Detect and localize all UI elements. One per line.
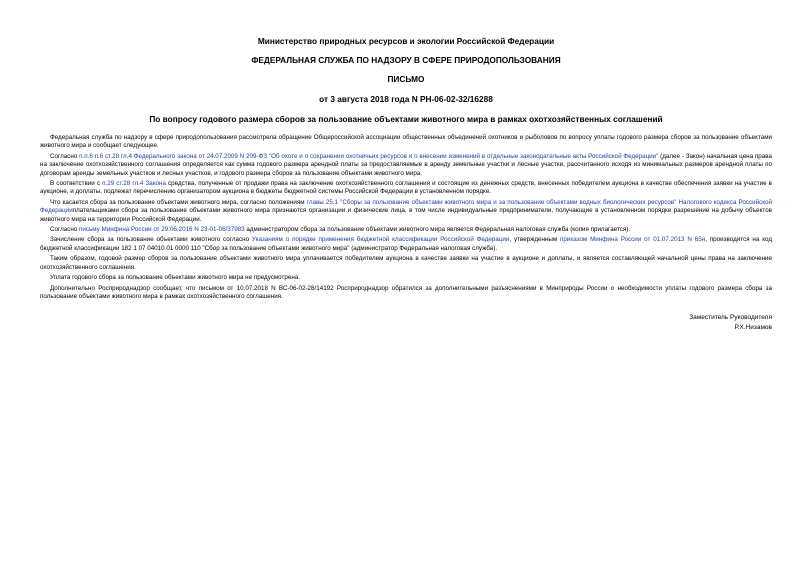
doc-type-heading: ПИСЬМО	[387, 74, 425, 84]
paragraph	[40, 199, 772, 224]
law-reference-link[interactable]: п.п.6 п.6 ст.28 гл.4 Федерального закона от 24.07.2009 N 209-ФЗ "Об охоте и о сохранении охотничьих ресурсов и о внесении изменений в отдельные законодательные акты Российской Федерации"	[79, 152, 659, 160]
paragraph	[40, 236, 772, 253]
paragraph-text: Зачисление сбора за пользование объектами животного согласно	[50, 236, 252, 244]
paragraph	[40, 274, 772, 282]
paragraph	[40, 255, 772, 272]
service-heading: ФЕДЕРАЛЬНАЯ СЛУЖБА ПО НАДЗОРУ В СФЕРЕ ПРИРОДОПОЛЬЗОВАНИЯ	[251, 55, 561, 65]
paragraph-text: В соответствии с	[50, 180, 103, 188]
paragraph-text: Согласно	[50, 226, 80, 234]
law-reference-link[interactable]: главы 25.1 "Сборы за пользование объектами животного мира и за пользование объектами водных биологических ресурсов" Налогового кодекса Российской Федерации	[40, 198, 773, 215]
paragraph-text: Что касается сбора за пользование объектами животного мира, согласно положениям	[50, 198, 307, 206]
law-reference-link[interactable]: Указаниям о порядке применения бюджетной классификации Российской Федерации	[251, 236, 510, 244]
signer-title: Заместитель Руководителя	[689, 314, 772, 322]
paragraph-text: Согласно	[50, 152, 80, 160]
paragraph	[40, 226, 772, 234]
law-reference-link[interactable]: п.29 ст.28 гл.4 Закона	[102, 180, 166, 188]
paragraph-text: плательщиками сбора за пользование объектами животного мира признаются организации и физические лица, в том числе индивидуальные предприниматели, получающие в установленном порядке разрешение на добычу объектов животного мира на территории Российской Федерации.	[40, 207, 772, 223]
paragraph-text: Дополнительно Росприроднадзор сообщает, что письмом от 10.07.2018 N ВС-06-02-28/14192 Росприроднадзор обратился за дополнительными разъяснениями в Минприроды России о необходимости уплаты годового размера сбора за пользование объектами животного мира в рамках охотхозяйственного соглашения.	[40, 284, 772, 300]
paragraph-text: , производится на код бюджетной классификации 182 1 07 04010 01 0000 110 "Сбор за пользование объектами животного мира" (администратор Федеральная налоговая служба).	[40, 236, 772, 252]
paragraph-text: Таким образом, годовой размер сборов за пользование объектами животного мира уплачивается победителем аукциона в качестве заявки на участие в аукционе и доплаты, и является составляющей начальной цены права на заключение охотхозяйственного соглашения.	[40, 255, 772, 271]
doc-date-heading: от 3 августа 2018 года N РН-06-02-32/16288	[319, 94, 493, 104]
signer-name: Р.Х.Низамов	[734, 324, 772, 332]
paragraph-text: администратором сбора за пользование объектами животного мира является Федеральная налоговая служба (копия прилагается).	[244, 226, 631, 234]
document-page	[40, 36, 772, 333]
paragraph	[40, 153, 772, 178]
letter-body	[40, 134, 772, 301]
paragraph-text: Уплата годового сбора за пользование объектами животного мира не предусмотрена.	[50, 274, 300, 282]
paragraph-text: средства, полученные от продажи права на заключение охотхозяйственного соглашения и состоящие из денежных средств, внесенных победителем аукциона в качестве обеспечения заявки на участие в аукционе, и доплаты, подлежат перечислению организатором аукциона в бюджеты бюджетной системы Российской Федерации в установленном порядке.	[40, 180, 772, 196]
paragraph-text: (далее - Закон) начальная цена права на заключение охотхозяйственного соглашения определяется как сумма годового размера арендной платы за предоставляемые в аренду земельные участки и лесные участки, рассчитанного исходя из минимальных размеров арендной платы по договорам аренды земельных участков и лесных участков, и годового размера сборов за пользование объектами животного мира.	[40, 152, 772, 177]
paragraph	[40, 285, 772, 302]
paragraph-text: , утвержденным	[509, 236, 561, 244]
paragraph	[40, 134, 772, 151]
signature-block	[40, 313, 772, 333]
ministry-heading: Министерство природных ресурсов и экологии Российской Федерации	[257, 36, 555, 46]
paragraph	[40, 180, 772, 197]
law-reference-link[interactable]: письму Минфина России от 29.06.2016 N 23-01-06/37983	[79, 226, 245, 234]
paragraph-text: Федеральная служба по надзору в сфере природопользования рассмотрела обращение Общероссийской ассоциации общественных объединений охотников и рыболовов по вопросу уплаты годового размера сборов за пользование объектами животного мира и сообщает следующее.	[40, 134, 772, 150]
subject-heading: По вопросу годового размера сборов за пользование объектами животного мира в рамках охотхозяйственных соглашений	[149, 114, 663, 124]
law-reference-link[interactable]: приказом Минфина России от 01.07.2013 N 65н	[560, 236, 706, 244]
